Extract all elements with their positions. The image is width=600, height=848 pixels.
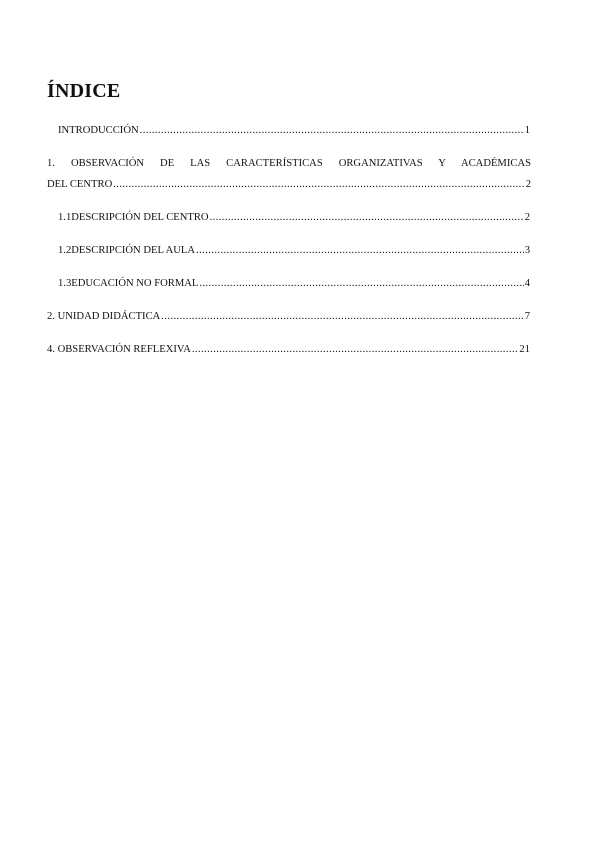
toc-leader-dots: [199, 277, 523, 291]
toc-entry-section-4[interactable]: [47, 343, 530, 357]
toc-page-number: 21: [519, 344, 530, 355]
toc-leader-dots: [140, 124, 524, 138]
toc-entry-label: INTRODUCCIÓN: [58, 125, 139, 136]
toc-page-number: 1: [524, 125, 530, 136]
toc-page-number: 3: [524, 245, 530, 256]
toc-leader-dots: [192, 343, 519, 357]
toc-entry-1-1[interactable]: [58, 211, 530, 225]
toc-leader-dots: [161, 310, 523, 324]
toc-entry-label: 2. UNIDAD DIDÁCTICA: [47, 311, 161, 322]
toc-entry-1-3[interactable]: [58, 277, 530, 291]
toc-entry-1-2[interactable]: [58, 244, 530, 258]
toc-page-number: 7: [524, 311, 530, 322]
toc-entry-label: DESCRIPCIÓN DEL AULA: [71, 245, 196, 256]
toc-page-number: 2: [525, 179, 531, 190]
toc-entry-number: 1.1: [58, 212, 72, 223]
toc-leader-dots: [196, 244, 524, 258]
toc-entry-section-2[interactable]: [47, 310, 530, 324]
toc-entry-label: DESCRIPCIÓN DEL CENTRO: [71, 212, 209, 223]
toc-leader-dots: [210, 211, 524, 225]
page-title: ÍNDICE: [47, 80, 121, 102]
toc-page-number: 4: [524, 278, 530, 289]
toc-entry-section-1-line1[interactable]: 1. OBSERVACIÓN DE LAS CARACTERÍSTICAS ORGANIZATIVAS Y ACADÉMICAS: [47, 158, 531, 169]
toc-entry-number: 1.2: [58, 245, 72, 256]
toc-entry-number: 1.3: [58, 278, 72, 289]
toc-entry-label: 4. OBSERVACIÓN REFLEXIVA: [47, 344, 191, 355]
toc-entry-introduccion[interactable]: [58, 124, 530, 138]
toc-leader-dots: [113, 178, 524, 192]
toc-entry-label: EDUCACIÓN NO FORMAL: [71, 278, 199, 289]
toc-page-number: 2: [524, 212, 530, 223]
toc-entry-label: DEL CENTRO: [47, 179, 113, 190]
toc-entry-section-1-line2[interactable]: [47, 178, 531, 192]
